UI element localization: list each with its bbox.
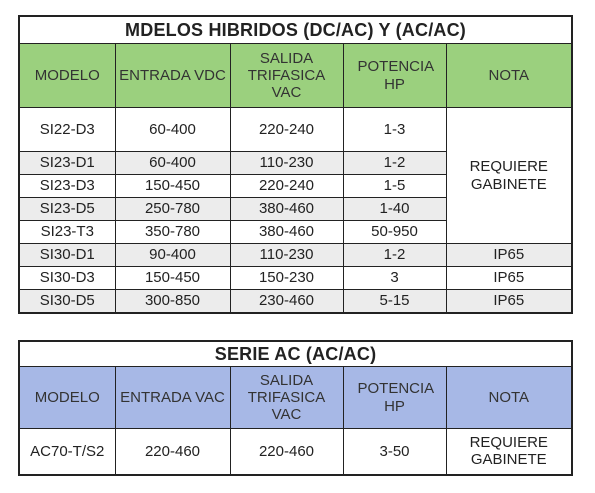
cell-modelo: SI30-D1 [19,244,115,267]
cell-entrada: 60-400 [115,152,230,175]
cell-salida: 110-230 [230,152,343,175]
table-row [19,290,572,313]
table-row [19,267,572,290]
cell-modelo: SI23-D5 [19,198,115,221]
merged-note-cell [446,108,572,244]
cell-entrada: 220-460 [115,429,230,475]
cell-entrada: 150-450 [115,175,230,198]
cell-modelo: AC70-T/S2 [19,429,115,475]
cell-potencia: 1-3 [343,108,446,152]
header-salida: SALIDA TRIFASICA VAC [230,44,343,108]
header-nota: NOTA [446,44,572,108]
cell-salida: 150-230 [230,267,343,290]
note-line: GABINETE [470,175,547,193]
cell-nota: IP65 [446,244,572,267]
cell-entrada: 250-780 [115,198,230,221]
cell-entrada: 150-450 [115,267,230,290]
header-entrada: ENTRADA VAC [115,367,230,429]
cell-salida: 380-460 [230,198,343,221]
cell-potencia: 1-5 [343,175,446,198]
cell-modelo: SI22-D3 [19,108,115,152]
cell-salida: 220-460 [230,429,343,475]
cell-salida: 110-230 [230,244,343,267]
cell-potencia: 1-2 [343,244,446,267]
header-potencia: POTENCIA HP [343,367,446,429]
header-salida: SALIDA TRIFASICA VAC [230,367,343,429]
cell-salida: 220-240 [230,108,343,152]
table-title: MDELOS HIBRIDOS (DC/AC) Y (AC/AC) [19,16,572,44]
cell-nota [446,429,572,475]
header-nota: NOTA [446,367,572,429]
header-modelo: MODELO [19,44,115,108]
cell-salida: 380-460 [230,221,343,244]
cell-potencia: 50-950 [343,221,446,244]
cell-salida: 220-240 [230,175,343,198]
cell-potencia: 3-50 [343,429,446,475]
header-modelo: MODELO [19,367,115,429]
header-potencia: POTENCIA HP [343,44,446,108]
cell-modelo: SI23-D3 [19,175,115,198]
table-title: SERIE AC (AC/AC) [19,341,572,367]
cell-modelo: SI23-T3 [19,221,115,244]
cell-modelo: SI30-D5 [19,290,115,313]
cell-salida: 230-460 [230,290,343,313]
cell-entrada: 60-400 [115,108,230,152]
cell-modelo: SI30-D3 [19,267,115,290]
note-line: REQUIERE [469,158,548,176]
cell-potencia: 1-40 [343,198,446,221]
header-entrada: ENTRADA VDC [115,44,230,108]
cell-potencia: 1-2 [343,152,446,175]
table-row [19,108,572,152]
cell-entrada: 300-850 [115,290,230,313]
cell-modelo: SI23-D1 [19,152,115,175]
cell-nota: IP65 [446,290,572,313]
table-row [19,244,572,267]
serie-ac-table [18,340,573,476]
cell-potencia: 5-15 [343,290,446,313]
note-line: REQUIERE [469,434,548,451]
cell-potencia: 3 [343,267,446,290]
table-row [19,429,572,475]
cell-nota: IP65 [446,267,572,290]
note-line: GABINETE [470,451,547,469]
hybrid-models-table [18,15,573,314]
cell-entrada: 90-400 [115,244,230,267]
cell-entrada: 350-780 [115,221,230,244]
